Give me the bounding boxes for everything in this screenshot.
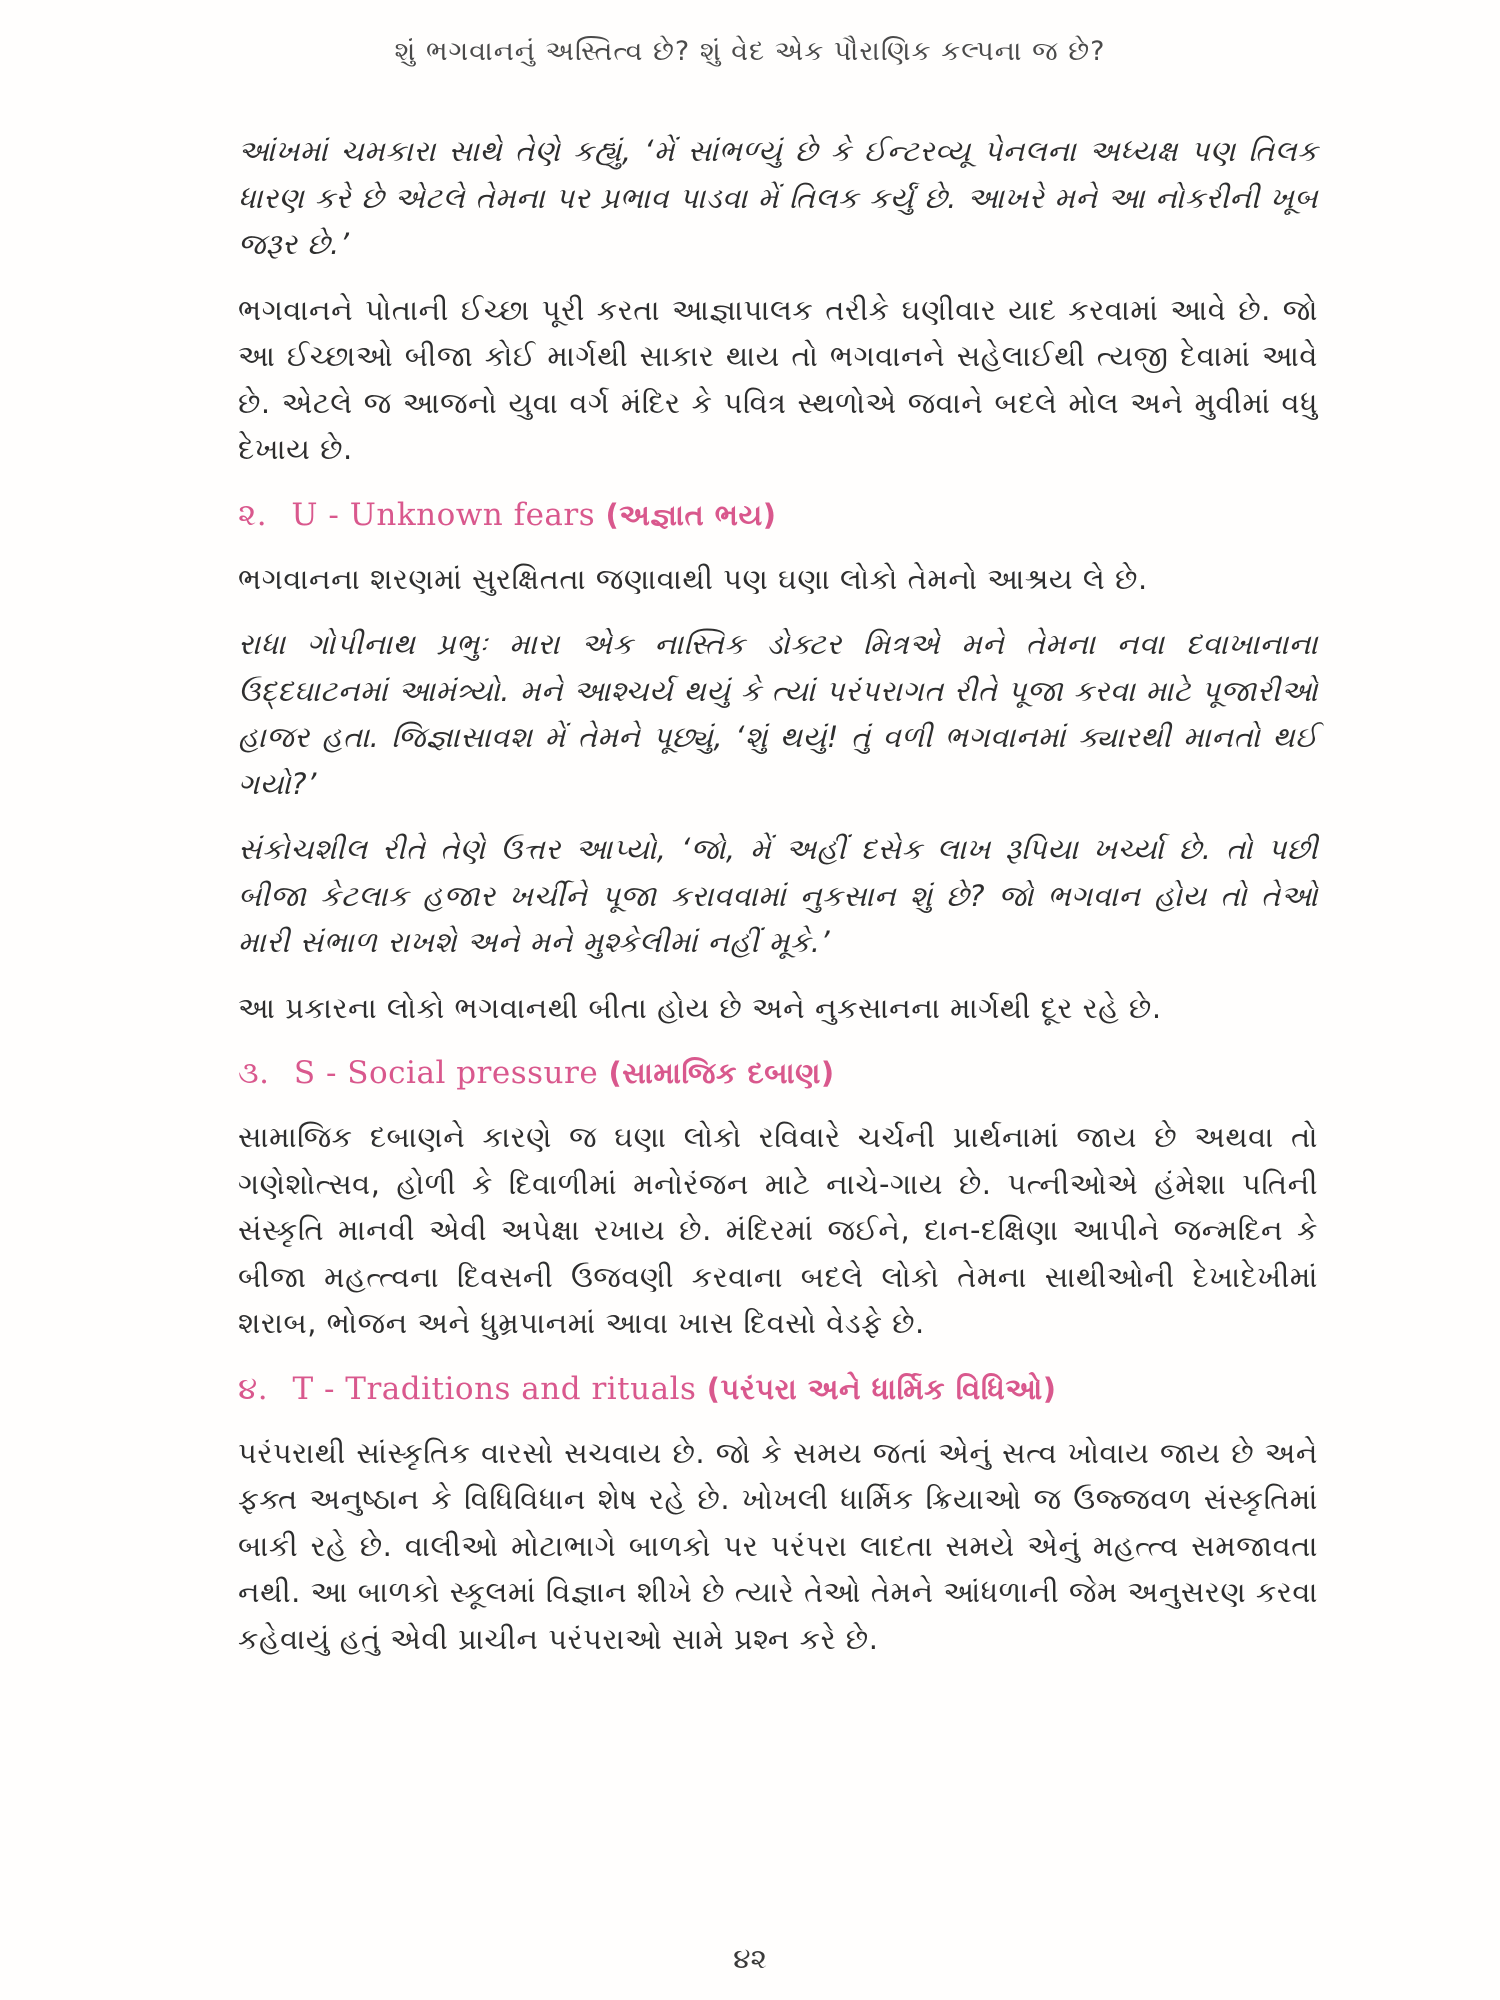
paragraph-god-as-servant: ભગવાનને પોતાની ઈચ્છા પૂરી કરતા આજ્ઞાપાલક તરીકે ઘણીવાર યાદ કરવામાં આવે છે. જો આ ઈચ્છાઓ બીજા કોઈ માર્ગથી સાકાર થાય તો ભગવાનને સહેલાઈથી ત્યજી દેવામાં આવે છે. એટલે જ આજનો યુવા વર્ગ મંદિર કે પવિત્ર સ્થળોએ જવાને બદલે મોલ અને મુવીમાં વધુ દેખાય છે. — [238, 292, 1318, 466]
section-heading-unknown-fears — [238, 492, 1318, 538]
paragraph-quote-tilak: આંખમાં ચમકારા સાથે તેણે કહ્યું, ‘મેં સાંભળ્યું છે કે ઈન્ટરવ્યૂ પેનલના અધ્યક્ષ પણ તિલક ધારણ કરે છે એટલે તેમના પર પ્રભાવ પાડવા મેં તિલક કર્યું છે. આખરે મને આ નોકરીની ખૂબ જરૂર છે.’ — [238, 134, 1318, 261]
section-number: ૪. — [238, 1370, 269, 1407]
section-number: ૨. — [238, 496, 268, 533]
paragraph-doctor-friend: રાધા ગોપીનાથ પ્રભુઃ મારા એક નાસ્તિક ડોક્ટર મિત્રએ મને તેમના નવા દવાખાનાના ઉદ્દઘાટનમાં આમંત્ર્યો. મને આશ્ચર્ય થયું કે ત્યાં પરંપરાગત રીતે પૂજા કરવા માટે પૂજારીઓ હાજર હતા. જિજ્ઞાસાવશ મેં તેમને પૂછ્યું, ‘શું થયું! તું વળી ભગવાનમાં ક્યારથી માનતો થઈ ગયો?’ — [238, 627, 1318, 801]
section-title-gujarati: (પરંપરા અને ધાર્મિક વિધિઓ) — [706, 1371, 1057, 1406]
page-number: ૪૨ — [733, 1942, 767, 1975]
paragraph-traditions: પરંપરાથી સાંસ્કૃતિક વારસો સચવાય છે. જો કે સમય જતાં એનું સત્વ ખોવાય જાય છે અને ફક્ત અનુષ્ઠાન કે વિધિવિધાન શેષ રહે છે. ખોખલી ધાર્મિક ક્રિયાઓ જ ઉજ્જવળ સંસ્કૃતિમાં બાકી રહે છે. વાલીઓ મોટાભાગે બાળકો પર પરંપરા લાદતા સમયે એનું મહત્ત્વ સમજાવતા નથી. આ બાળકો સ્કૂલમાં વિજ્ઞાન શીખે છે ત્યારે તેઓ તેમને આંધળાની જેમ અનુસરણ કરવા કહેવાયું હતું એવી પ્રાચીન પરંપરાઓ સામે પ્રશ્ન કરે છે. — [238, 1435, 1318, 1656]
section-number: ૩. — [238, 1055, 270, 1091]
section-title-gujarati: (સામાજિક દબાણ) — [608, 1056, 835, 1090]
paragraph-fearful-people: આ પ્રકારના લોકો ભગવાનથી બીતા હોય છે અને નુકસાનના માર્ગથી દૂર રહે છે. — [238, 990, 1162, 1025]
section-title-english: T - Traditions and rituals — [292, 1370, 697, 1407]
page-content — [238, 128, 1318, 1681]
section-title-gujarati: (અજ્ઞાત ભય) — [605, 497, 777, 532]
section-title-english: S - Social pressure — [293, 1055, 599, 1091]
section-heading-social-pressure — [238, 1050, 1318, 1096]
section-title-english: U - Unknown fears — [291, 496, 596, 533]
paragraph-security: ભગવાનના શરણમાં સુરક્ષિતતા જણાવાથી પણ ઘણા લોકો તેમનો આશ્રય લે છે. — [238, 561, 1148, 596]
running-head: શું ભગવાનનું અસ્તિત્વ છે? શું વેદ એક પૌરાણિક કલ્પના જ છે? — [394, 36, 1106, 67]
paragraph-doctor-reply: સંકોચશીલ રીતે તેણે ઉત્તર આપ્યો, ‘જો, મેં અહીં દસેક લાખ રૂપિયા ખર્ચ્યા છે. તો પછી બીજા કેટલાક હજાર ખર્ચીને પૂજા કરાવવામાં નુકસાન શું છે? જો ભગવાન હોય તો તેઓ મારી સંભાળ રાખશે અને મને મુશ્કેલીમાં નહીં મૂકે.’ — [238, 832, 1318, 959]
section-heading-traditions — [238, 1366, 1318, 1412]
paragraph-social-pressure: સામાજિક દબાણને કારણે જ ઘણા લોકો રવિવારે ચર્ચની પ્રાર્થનામાં જાય છે અથવા તો ગણેશોત્સવ, હોળી કે દિવાળીમાં મનોરંજન માટે નાચે-ગાય છે. પત્નીઓએ હંમેશા પતિની સંસ્કૃતિ માનવી એવી અપેક્ષા રખાય છે. મંદિરમાં જઈને, દાન-દક્ષિણા આપીને જન્મદિન કે બીજા મહત્ત્વના દિવસની ઉજવણી કરવાના બદલે લોકો તેમના સાથીઓની દેખાદેખીમાં શરાબ, ભોજન અને ધુમ્રપાનમાં આવા ખાસ દિવસો વેડફે છે. — [238, 1120, 1318, 1340]
